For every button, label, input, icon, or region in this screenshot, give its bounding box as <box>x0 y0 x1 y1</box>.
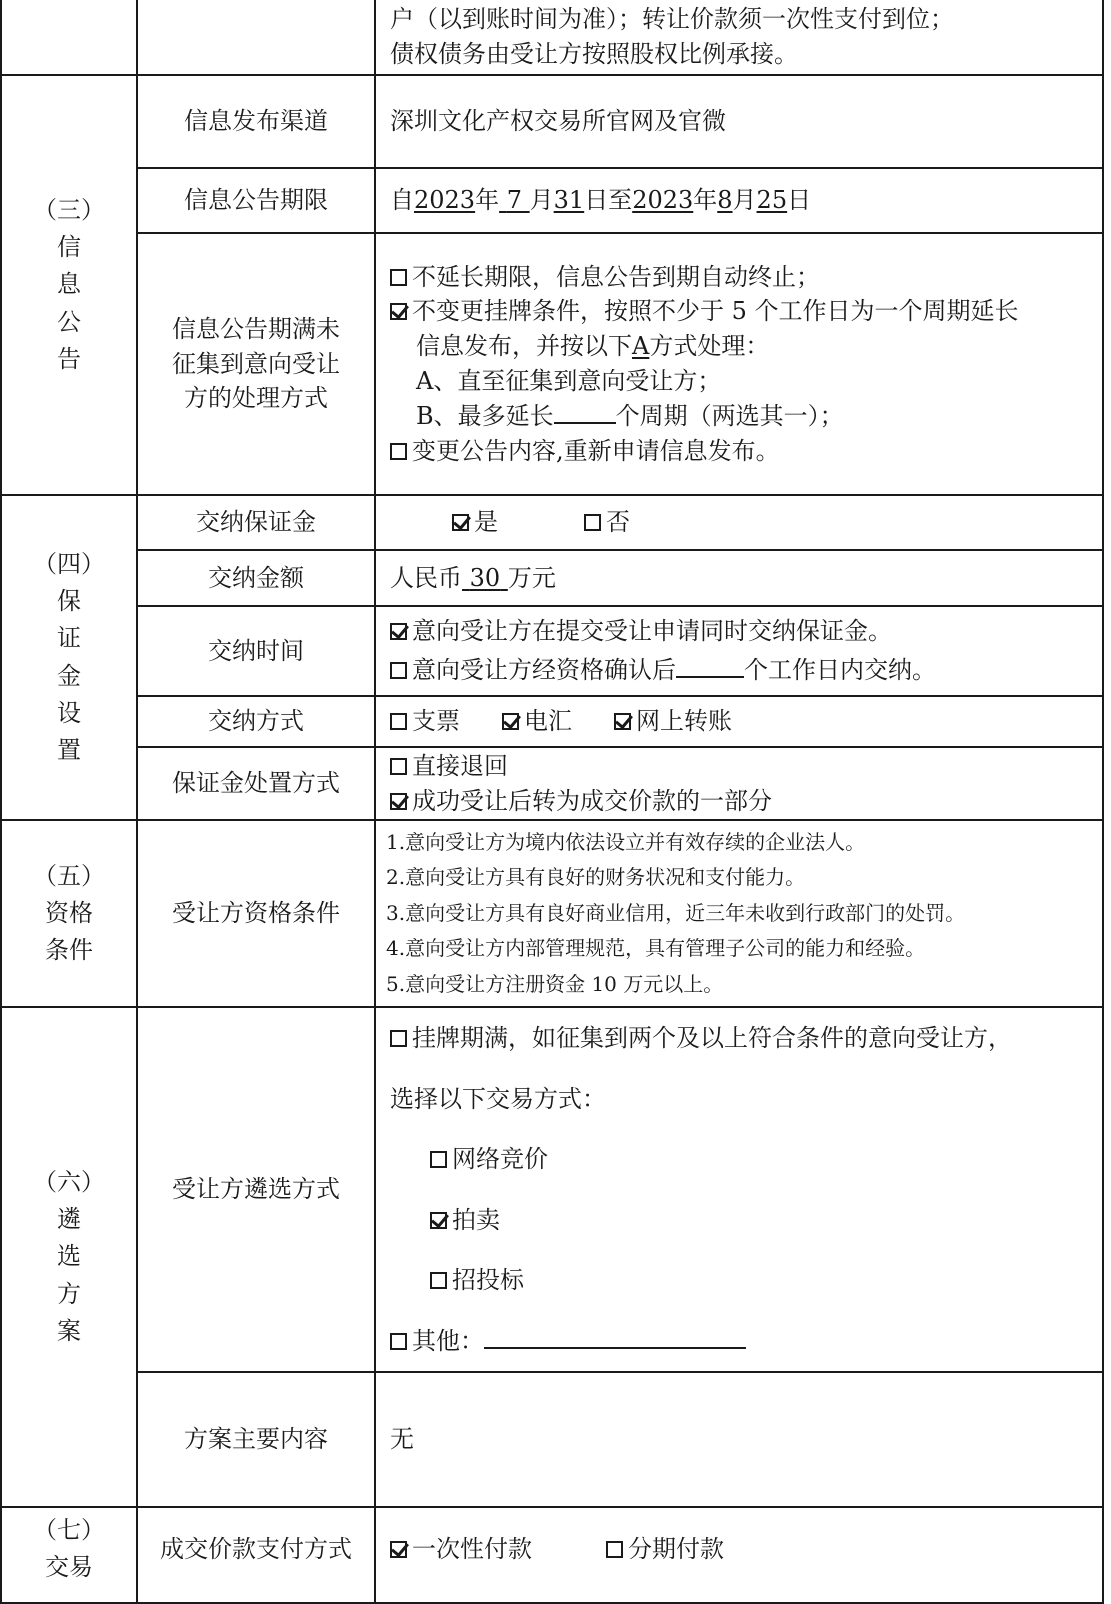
checkbox-change-notice[interactable] <box>390 443 407 460</box>
condition-item: 2.意向受让方具有良好的财务状况和支付能力。 <box>386 865 806 890</box>
dispose-convert: 成功受让后转为成交价款的一部分 <box>412 786 772 815</box>
option-online-bid: 网络竞价 <box>452 1145 548 1173</box>
row-qualification <box>1 820 1103 1007</box>
selection-intro-2: 选择以下交易方式： <box>390 1084 606 1113</box>
option-extend-b: 个周期（两选其一）； <box>615 401 844 430</box>
checkbox-other[interactable] <box>390 1333 407 1350</box>
section-6-label-line: 方 <box>57 1279 81 1308</box>
section-4-label-line: 保 <box>57 587 81 616</box>
section-5-label-line: 条件 <box>45 936 93 965</box>
checkbox-extend-checked[interactable] <box>390 303 407 320</box>
qualification-label: 受让方资格条件 <box>137 820 375 1007</box>
deposit-dispose-options <box>375 747 1103 820</box>
checkbox-time-with-application[interactable] <box>390 623 407 640</box>
period-text: 日至 <box>584 186 633 215</box>
condition-item: 4.意向受让方内部管理规范，具有管理子公司的能力和经验。 <box>386 936 926 961</box>
checkbox-wire[interactable] <box>502 713 519 730</box>
condition-item: 3.意向受让方具有良好商业信用，近三年未收到行政部门的处罚。 <box>386 900 966 925</box>
period-text: 月 <box>732 186 757 215</box>
qualification-conditions <box>375 820 1103 1007</box>
deposit-yes: 是 <box>474 508 498 537</box>
section-4-label-line: 设 <box>57 698 81 727</box>
payment-lump-sum: 一次性付款 <box>412 1535 532 1563</box>
section-4-label-line: 置 <box>57 735 81 764</box>
row-selection <box>1 1007 1103 1372</box>
option-other: 其他： <box>412 1326 484 1355</box>
condition-item: 1.意向受让方为境内依法设立并有效存续的企业法人。 <box>386 829 866 854</box>
period-start-year: 2023 <box>414 186 476 215</box>
condition-item: 5.意向受让方注册资金 10 万元以上。 <box>386 971 724 996</box>
amount-label: 交纳金额 <box>137 550 375 606</box>
row-payment <box>1 1507 1103 1603</box>
checkbox-deposit-yes[interactable] <box>452 514 469 531</box>
period-text: 年 <box>475 186 500 215</box>
expire-handling-options <box>375 233 1103 495</box>
extend-periods-blank[interactable] <box>554 421 616 424</box>
period-start-day: 31 <box>553 186 585 215</box>
time-option-1: 意向受让方在提交受让申请同时交纳保证金。 <box>412 617 892 646</box>
period-end-day: 25 <box>756 186 788 215</box>
deposit-no: 否 <box>606 508 630 537</box>
option-extend: 不变更挂牌条件，按照不少于 5 个工作日为一个周期延长 <box>412 297 1019 326</box>
checkbox-installment[interactable] <box>606 1541 623 1558</box>
row-plan <box>1 1372 1103 1507</box>
info-channel-value: 深圳文化产权交易所官网及官微 <box>375 75 1103 168</box>
row-amount <box>1 550 1103 606</box>
continuation-cell-1 <box>1 0 137 75</box>
section-4-label <box>1 495 137 820</box>
time-option-2: 个工作日内交纳。 <box>744 656 936 684</box>
pay-method-label: 交纳方式 <box>137 696 375 747</box>
expire-label-line: 征集到意向受让 <box>172 349 340 378</box>
info-period-value <box>375 168 1103 233</box>
expire-handling-label <box>137 233 375 495</box>
checkbox-return[interactable] <box>390 758 407 775</box>
section-3-label-line: 告 <box>57 344 81 373</box>
selection-options <box>375 1007 1103 1372</box>
deposit-options <box>375 495 1103 550</box>
section-6-label-line: （六） <box>33 1168 105 1197</box>
option-no-extend: 不延长期限，信息公告到期自动终止； <box>412 262 820 291</box>
time-option-2: 意向受让方经资格确认后 <box>412 656 676 684</box>
section-3-label-line: 息 <box>57 270 81 299</box>
period-start-month: 7 <box>506 186 522 215</box>
section-3-label-line: （三） <box>33 196 105 225</box>
option-extend-cont: 方式处理： <box>649 332 770 361</box>
method-wire: 电汇 <box>524 707 572 736</box>
expire-label-line: 方的处理方式 <box>184 384 328 413</box>
row-deposit <box>1 495 1103 550</box>
deposit-dispose-label: 保证金处置方式 <box>137 747 375 820</box>
section-6-label-line: 选 <box>57 1242 81 1271</box>
checkbox-online[interactable] <box>614 713 631 730</box>
row-deposit-dispose <box>1 747 1103 820</box>
checkbox-select-intro[interactable] <box>390 1030 407 1047</box>
method-cheque: 支票 <box>412 707 460 736</box>
checkbox-auction[interactable] <box>430 1212 447 1229</box>
checkbox-online-bid[interactable] <box>430 1151 447 1168</box>
checkbox-time-after-confirm[interactable] <box>390 662 407 679</box>
checkbox-convert[interactable] <box>390 793 407 810</box>
section-6-label-line: 案 <box>57 1316 81 1345</box>
amount-number: 30 <box>469 563 501 592</box>
amount-unit: 万元 <box>507 563 556 592</box>
continuation-line-1: 户（以到账时间为准）；转让价款须一次性支付到位； <box>390 5 954 34</box>
selection-intro: 挂牌期满，如征集到两个及以上符合条件的意向受让方， <box>412 1024 1012 1052</box>
section-3-label-line: 信 <box>57 233 81 262</box>
period-text: 月 <box>529 186 554 215</box>
row-expire-handling <box>1 233 1103 495</box>
option-extend-b: B、最多延长 <box>416 401 554 430</box>
period-text: 年 <box>693 186 718 215</box>
option-change-notice: 变更公告内容,重新申请信息发布。 <box>412 436 780 465</box>
pay-time-label: 交纳时间 <box>137 606 375 696</box>
section-3-label-line: 公 <box>57 307 81 336</box>
pay-method-options <box>375 696 1103 747</box>
checkbox-cheque[interactable] <box>390 713 407 730</box>
continuation-line-2: 债权债务由受让方按照股权比例承接。 <box>390 40 798 68</box>
section-3-label <box>1 75 137 495</box>
plan-label: 方案主要内容 <box>137 1372 375 1507</box>
option-extend-a: A、直至征集到意向受让方； <box>416 367 722 395</box>
row-info-channel <box>1 75 1103 168</box>
option-extend-cont: 信息发布，并按以下 <box>416 332 632 361</box>
expire-label-line: 信息公告期满未 <box>172 314 340 343</box>
section-4-label-line: （四） <box>33 549 105 578</box>
deposit-label: 交纳保证金 <box>137 495 375 550</box>
plan-value: 无 <box>375 1372 1103 1507</box>
section-7-label-line: 交易 <box>45 1553 93 1582</box>
checkbox-tender[interactable] <box>430 1272 447 1289</box>
section-5-label-line: 资格 <box>45 898 93 927</box>
checkbox-deposit-no[interactable] <box>584 514 601 531</box>
pay-time-options <box>375 606 1103 696</box>
section-7-label-line: （七） <box>33 1516 105 1544</box>
option-auction: 拍卖 <box>452 1205 500 1234</box>
checkbox-lump-sum[interactable] <box>390 1541 407 1558</box>
section-5-label <box>1 820 137 1007</box>
dispose-return: 直接退回 <box>412 751 508 780</box>
section-6-label <box>1 1007 137 1507</box>
info-channel-label: 信息发布渠道 <box>137 75 375 168</box>
payment-options <box>375 1507 1103 1603</box>
row-info-period <box>1 168 1103 233</box>
continuation-cell-2 <box>137 0 375 75</box>
section-5-label-line: （五） <box>33 861 105 890</box>
section-6-label-line: 遴 <box>57 1205 81 1234</box>
payment-label: 成交价款支付方式 <box>137 1507 375 1603</box>
period-end-month: 8 <box>717 186 733 215</box>
section-7-label <box>1 1507 137 1603</box>
section-4-label-line: 金 <box>57 661 81 690</box>
section-4-label-line: 证 <box>57 624 81 653</box>
row-pay-time <box>1 606 1103 696</box>
info-period-label: 信息公告期限 <box>137 168 375 233</box>
option-tender: 招投标 <box>452 1266 524 1294</box>
other-blank[interactable] <box>484 1346 746 1349</box>
method-online: 网上转账 <box>636 707 732 736</box>
option-extend-choice: A <box>632 332 650 361</box>
workdays-blank[interactable] <box>676 675 744 678</box>
period-text: 自 <box>390 186 414 215</box>
amount-prefix: 人民币 <box>390 563 462 592</box>
selection-label: 受让方遴选方式 <box>137 1007 375 1372</box>
continuation-text <box>375 0 1103 75</box>
continuation-row <box>1 0 1103 75</box>
row-pay-method <box>1 696 1103 747</box>
period-end-year: 2023 <box>632 186 694 215</box>
payment-installment: 分期付款 <box>628 1535 724 1563</box>
period-text: 日 <box>787 186 812 215</box>
checkbox-no-extend[interactable] <box>390 269 407 286</box>
amount-value <box>375 550 1103 606</box>
